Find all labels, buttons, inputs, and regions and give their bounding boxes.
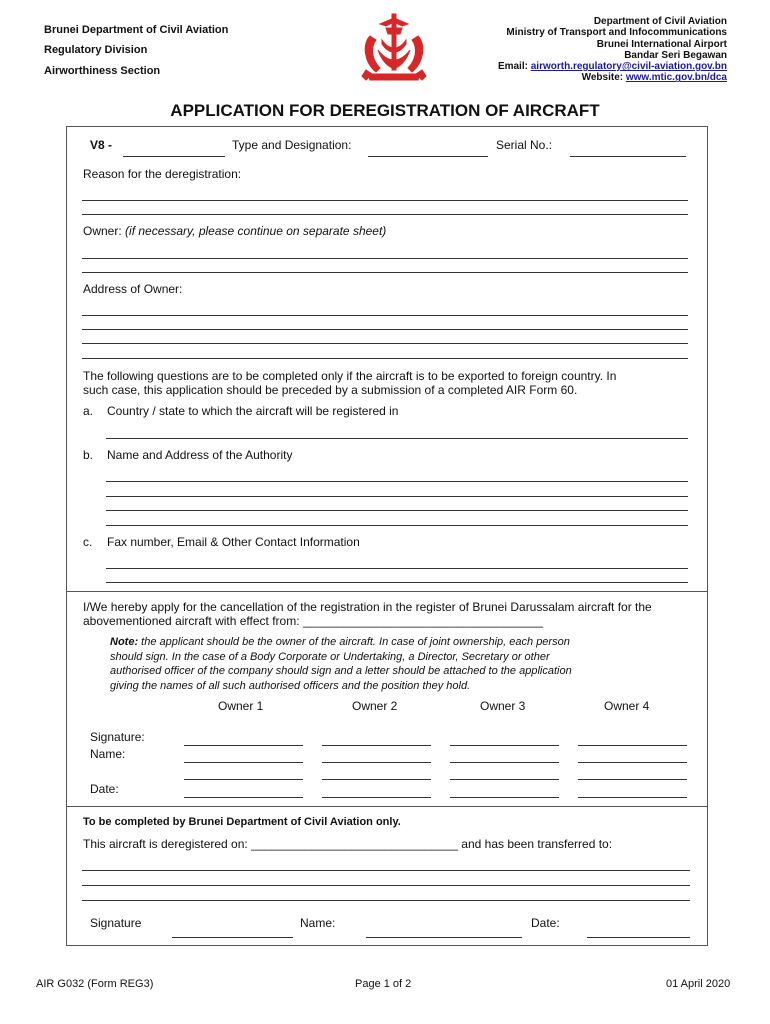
email-label: Email:: [497, 61, 528, 73]
question-a-text: Country / state to which the aircraft will be registered in: [107, 404, 399, 418]
reg-mark-field[interactable]: [123, 156, 225, 157]
owner-note: (if necessary, please continue on separate sheet): [125, 224, 387, 238]
question-a-letter: a.: [83, 404, 94, 418]
owner-2-signature-field[interactable]: [322, 745, 431, 746]
official-name-field[interactable]: [366, 937, 522, 938]
serial-label: Serial No.:: [496, 138, 553, 152]
type-field[interactable]: [368, 156, 488, 157]
address-line[interactable]: [82, 315, 688, 316]
serial-field[interactable]: [570, 156, 686, 157]
official-heading: To be completed by Brunei Department of Civil Aviation only.: [83, 816, 401, 828]
owner-4-signature-field[interactable]: [578, 745, 687, 746]
declaration-line: I/We hereby apply for the cancellation of the registration in the register of Brunei Darussalam aircraft for the: [83, 600, 652, 614]
contact-line[interactable]: [106, 568, 688, 569]
owner-3-name-field[interactable]: [450, 762, 559, 763]
reason-line[interactable]: [82, 200, 688, 201]
official-date-field[interactable]: [587, 937, 690, 938]
brunei-crest-icon: [356, 10, 432, 86]
transfer-line[interactable]: [82, 870, 690, 871]
owner-4-name-field[interactable]: [578, 762, 687, 763]
reason-label: Reason for the deregistration:: [83, 167, 242, 181]
owner-4-date-field[interactable]: [578, 797, 687, 798]
export-intro-line: The following questions are to be completed only if the aircraft is to be exported to foreign country. In: [83, 369, 617, 383]
owner-1-date-field[interactable]: [184, 797, 303, 798]
signature-label: Signature:: [90, 730, 145, 744]
export-intro-line: such case, this application should be preceded by a submission of a completed AIR Form 60.: [83, 383, 578, 397]
website-label: Website:: [581, 72, 624, 84]
section-name: Airworthiness Section: [44, 65, 161, 77]
ministry-name: Ministry of Transport and Infocommunications: [506, 27, 727, 39]
contact-line[interactable]: [106, 582, 688, 583]
form-id: AIR G032 (Form REG3): [36, 978, 154, 990]
note-line: [110, 635, 670, 650]
owner-1-name-field[interactable]: [184, 762, 303, 763]
official-date-label: Date:: [531, 916, 560, 930]
owner-line[interactable]: [82, 272, 688, 273]
type-label: Type and Designation:: [232, 138, 352, 152]
issue-date: 01 April 2020: [666, 978, 731, 990]
note-line: authorised officer of the company should sign and a letter should be attached to the application: [110, 665, 572, 677]
owner-4-header: Owner 4: [604, 699, 650, 713]
official-signature-field[interactable]: [172, 937, 293, 938]
division-name: Regulatory Division: [44, 44, 148, 56]
address-label: Address of Owner:: [83, 282, 183, 296]
name-label: Name:: [90, 747, 126, 761]
note-line: giving the names of all such authorised officers and the position they hold.: [110, 679, 471, 692]
address-line[interactable]: [82, 343, 688, 344]
transfer-line[interactable]: [82, 885, 690, 886]
owner-1-header: Owner 1: [218, 699, 264, 713]
owner-3-signature-field[interactable]: [450, 745, 559, 746]
owner-3-header: Owner 3: [480, 699, 526, 713]
note-block: [110, 635, 670, 693]
airport-name: Brunei International Airport: [596, 38, 727, 50]
owner-2-header: Owner 2: [352, 699, 398, 713]
note-label: Note:: [110, 636, 139, 648]
authority-line[interactable]: [106, 525, 688, 526]
official-name-label: Name:: [300, 916, 336, 930]
transfer-line[interactable]: [82, 900, 690, 901]
declaration-line: abovementioned aircraft with effect from: ____________________________________: [83, 614, 544, 628]
owner-label-line: [83, 224, 386, 238]
question-b-text: Name and Address of the Authority: [107, 448, 293, 462]
declaration-text: [83, 600, 703, 628]
section-divider: [66, 591, 707, 592]
note-line: should sign. In the case of a Body Corporate or Undertaking, a Director, Secretary or other: [110, 650, 550, 663]
owner-2-name-field-2[interactable]: [322, 779, 431, 780]
address-line[interactable]: [82, 329, 688, 330]
address-line[interactable]: [82, 358, 688, 359]
export-intro: [83, 369, 693, 397]
org-name: Brunei Department of Civil Aviation: [44, 24, 229, 36]
city-name: Bandar Seri Begawan: [624, 49, 727, 61]
section-divider: [66, 806, 707, 807]
question-b-letter: b.: [83, 448, 94, 462]
official-signature-label: Signature: [90, 916, 142, 930]
authority-line[interactable]: [106, 496, 688, 497]
email-link[interactable]: airworth.regulatory@civil-aviation.gov.bn: [530, 61, 727, 73]
authority-line[interactable]: [106, 510, 688, 511]
owner-4-name-field-2[interactable]: [578, 779, 687, 780]
date-label: Date:: [90, 782, 119, 796]
owner-2-date-field[interactable]: [322, 797, 431, 798]
owner-1-signature-field[interactable]: [184, 745, 303, 746]
header-right-block: [427, 16, 727, 84]
note-text: the applicant should be the owner of the aircraft. In case of joint ownership, each person: [141, 636, 570, 648]
reg-prefix: V8 -: [90, 138, 113, 152]
owner-3-name-field-2[interactable]: [450, 779, 559, 780]
dereg-text: This aircraft is deregistered on: _______________________________ and has been transferred to:: [83, 837, 613, 851]
question-c-letter: c.: [83, 535, 93, 549]
page-title: APPLICATION FOR DEREGISTRATION OF AIRCRAFT: [170, 101, 600, 120]
owner-line[interactable]: [82, 258, 688, 259]
owner-2-name-field[interactable]: [322, 762, 431, 763]
owner-1-name-field-2[interactable]: [184, 779, 303, 780]
question-c-text: Fax number, Email & Other Contact Information: [107, 535, 360, 549]
country-field[interactable]: [106, 438, 688, 439]
authority-line[interactable]: [106, 481, 688, 482]
website-line: [427, 72, 727, 83]
email-line: [427, 61, 727, 72]
owner-3-date-field[interactable]: [450, 797, 559, 798]
website-link[interactable]: www.mtic.gov.bn/dca: [625, 72, 727, 84]
owner-label: Owner:: [83, 224, 122, 238]
dca-name: Department of Civil Aviation: [593, 16, 727, 27]
page-number: Page 1 of 2: [355, 978, 412, 990]
reason-line[interactable]: [82, 214, 688, 215]
